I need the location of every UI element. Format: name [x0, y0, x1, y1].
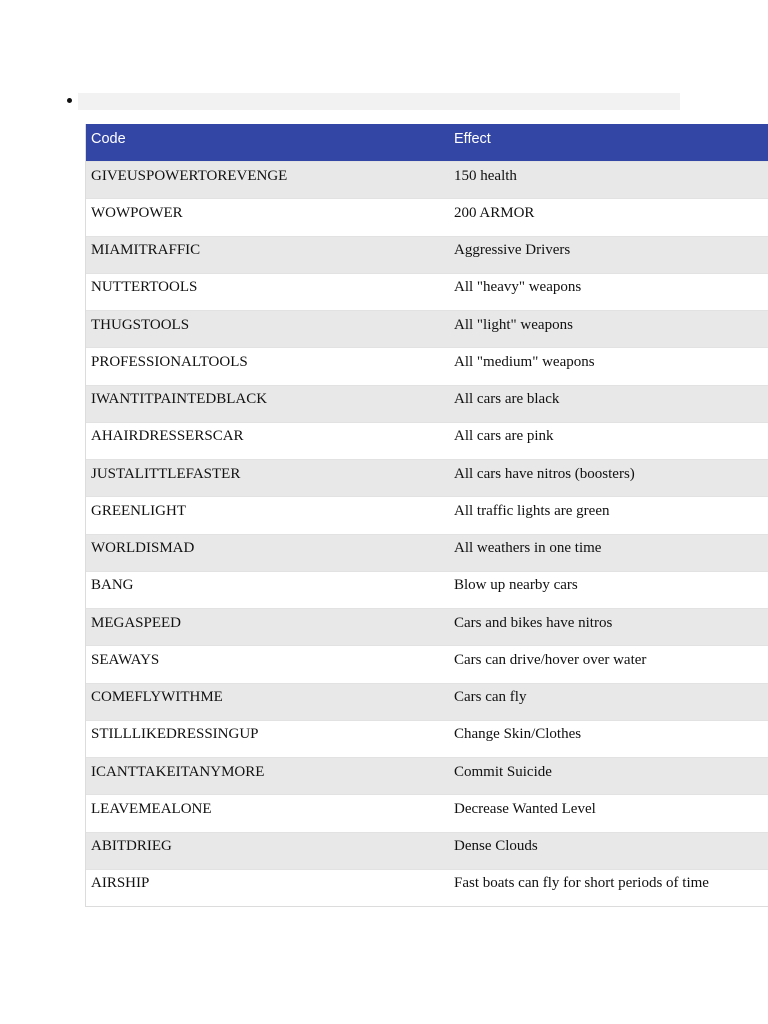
- effect-cell: Blow up nearby cars: [454, 577, 578, 594]
- table-row: [86, 645, 768, 682]
- effect-cell: Cars can fly: [454, 689, 527, 706]
- table-row: [86, 347, 768, 384]
- table-row: [86, 422, 768, 459]
- effect-cell: Dense Clouds: [454, 838, 538, 855]
- table-row: [86, 608, 768, 645]
- table-row: [86, 757, 768, 794]
- code-cell: JUSTALITTLEFASTER: [91, 465, 241, 482]
- effect-cell: All cars have nitros (boosters): [454, 465, 635, 482]
- code-cell: AIRSHIP: [91, 875, 150, 892]
- effect-cell: 200 ARMOR: [454, 204, 535, 221]
- effect-cell: Cars can drive/hover over water: [454, 651, 647, 668]
- table-header-row: [86, 124, 768, 161]
- effect-cell: All "light" weapons: [454, 316, 573, 333]
- header-code: Code: [91, 130, 126, 147]
- effect-cell: All cars are black: [454, 391, 560, 408]
- code-cell: WORLDISMAD: [91, 540, 195, 557]
- code-cell: COMEFLYWITHME: [91, 689, 223, 706]
- code-cell: GIVEUSPOWERTOREVENGE: [91, 167, 288, 184]
- table-row: [86, 161, 768, 198]
- cheat-codes-table: [85, 124, 768, 907]
- empty-list-item-bar: [78, 93, 680, 110]
- code-cell: IWANTITPAINTEDBLACK: [91, 391, 268, 408]
- header-effect: Effect: [454, 130, 491, 147]
- code-cell: AHAIRDRESSERSCAR: [91, 428, 244, 445]
- table-row: [86, 236, 768, 273]
- effect-cell: Cars and bikes have nitros: [454, 614, 613, 631]
- code-cell: MEGASPEED: [91, 614, 182, 631]
- effect-cell: All traffic lights are green: [454, 502, 610, 519]
- table-row: [86, 198, 768, 235]
- table-row: [86, 832, 768, 869]
- effect-cell: Commit Suicide: [454, 763, 552, 780]
- table-row: [86, 683, 768, 720]
- effect-cell: Aggressive Drivers: [454, 242, 571, 259]
- code-cell: PROFESSIONALTOOLS: [91, 353, 248, 370]
- table-row: [86, 385, 768, 422]
- effect-cell: 150 health: [454, 167, 517, 184]
- code-cell: NUTTERTOOLS: [91, 279, 198, 296]
- table-row: [86, 496, 768, 533]
- code-cell: SEAWAYS: [91, 651, 160, 668]
- code-cell: WOWPOWER: [91, 204, 183, 221]
- effect-cell: All "medium" weapons: [454, 353, 595, 370]
- effect-cell: All cars are pink: [454, 428, 554, 445]
- effect-cell: Change Skin/Clothes: [454, 726, 582, 743]
- effect-cell: All "heavy" weapons: [454, 279, 582, 296]
- code-cell: ICANTTAKEITANYMORE: [91, 763, 265, 780]
- code-cell: STILLLIKEDRESSINGUP: [91, 726, 259, 743]
- table-row: [86, 720, 768, 757]
- table-row: [86, 794, 768, 831]
- table-row: [86, 459, 768, 496]
- code-cell: LEAVEMEALONE: [91, 800, 212, 817]
- code-cell: GREENLIGHT: [91, 502, 186, 519]
- table-row: [86, 534, 768, 571]
- list-bullet: [67, 98, 72, 103]
- code-cell: MIAMITRAFFIC: [91, 242, 201, 259]
- code-cell: THUGSTOOLS: [91, 316, 190, 333]
- effect-cell: All weathers in one time: [454, 540, 602, 557]
- table-row: [86, 310, 768, 347]
- table-row: [86, 869, 768, 906]
- code-cell: ABITDRIEG: [91, 838, 172, 855]
- table-row: [86, 273, 768, 310]
- effect-cell: Decrease Wanted Level: [454, 800, 596, 817]
- effect-cell: Fast boats can fly for short periods of time: [454, 875, 709, 892]
- code-cell: BANG: [91, 577, 134, 594]
- table-row: [86, 571, 768, 608]
